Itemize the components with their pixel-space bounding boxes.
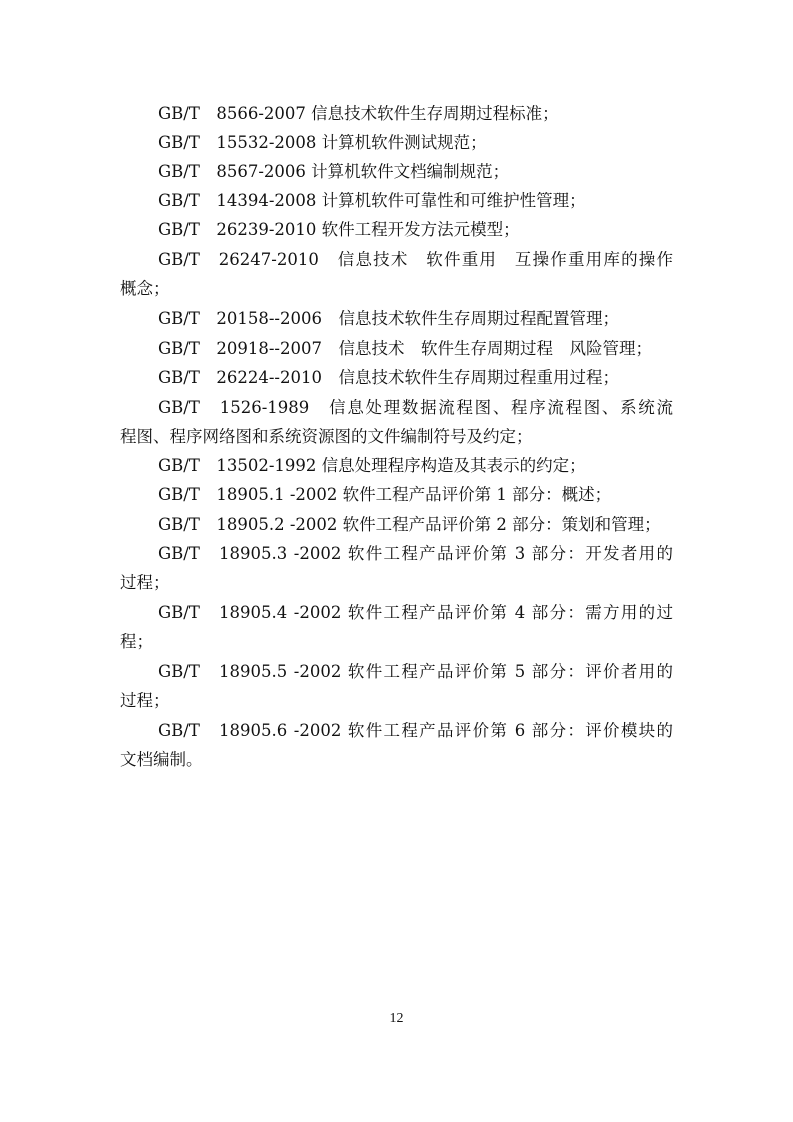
standard-entry: GB/T 18905.2 -2002 软件工程产品评价第 2 部分：策划和管理；	[158, 515, 661, 534]
standard-entry: GB/T 20918--2007 信息技术 软件生存周期过程 风险管理；	[158, 339, 653, 358]
page-number: 12	[389, 1011, 404, 1026]
standard-entry: GB/T 13502-1992 信息处理程序构造及其表示的约定；	[158, 456, 586, 475]
standard-entry-continuation: 过程；	[120, 691, 170, 710]
standard-entry: GB/T 18905.3 -2002 软件工程产品评价第 3 部分：开发者用的	[158, 544, 673, 563]
standard-entry: GB/T 20158--2006 信息技术软件生存周期过程配置管理；	[158, 309, 620, 328]
standard-entry: GB/T 26224--2010 信息技术软件生存周期过程重用过程；	[158, 368, 620, 387]
standard-entry: GB/T 14394-2008 计算机软件可靠性和可维护性管理；	[158, 191, 586, 210]
standard-entry: GB/T 18905.6 -2002 软件工程产品评价第 6 部分：评价模块的	[158, 721, 673, 740]
standard-entry-continuation: 过程；	[120, 573, 170, 592]
standard-entry: GB/T 15532-2008 计算机软件测试规范；	[158, 133, 487, 152]
standard-entry: GB/T 18905.4 -2002 软件工程产品评价第 4 部分：需方用的过	[158, 603, 673, 622]
standard-entry: GB/T 18905.5 -2002 软件工程产品评价第 5 部分：评价者用的	[158, 662, 673, 681]
standard-entry: GB/T 26247-2010 信息技术 软件重用 互操作重用库的操作	[158, 250, 673, 269]
standard-entry-continuation: 程图、程序网络图和系统资源图的文件编制符号及约定；	[120, 427, 533, 446]
standard-entry: GB/T 8566-2007 信息技术软件生存周期过程标准；	[158, 104, 559, 123]
standard-entry-continuation: 概念；	[120, 279, 170, 298]
standard-entry: GB/T 26239-2010 软件工程开发方法元模型；	[158, 220, 520, 239]
standard-entry-continuation: 文档编制。	[120, 750, 203, 769]
standard-entry: GB/T 1526-1989 信息处理数据流程图、程序流程图、系统流	[158, 398, 673, 417]
standard-entry: GB/T 18905.1 -2002 软件工程产品评价第 1 部分：概述；	[158, 485, 612, 504]
standard-entry: GB/T 8567-2006 计算机软件文档编制规范；	[158, 162, 510, 181]
standard-entry-continuation: 程；	[120, 632, 153, 651]
